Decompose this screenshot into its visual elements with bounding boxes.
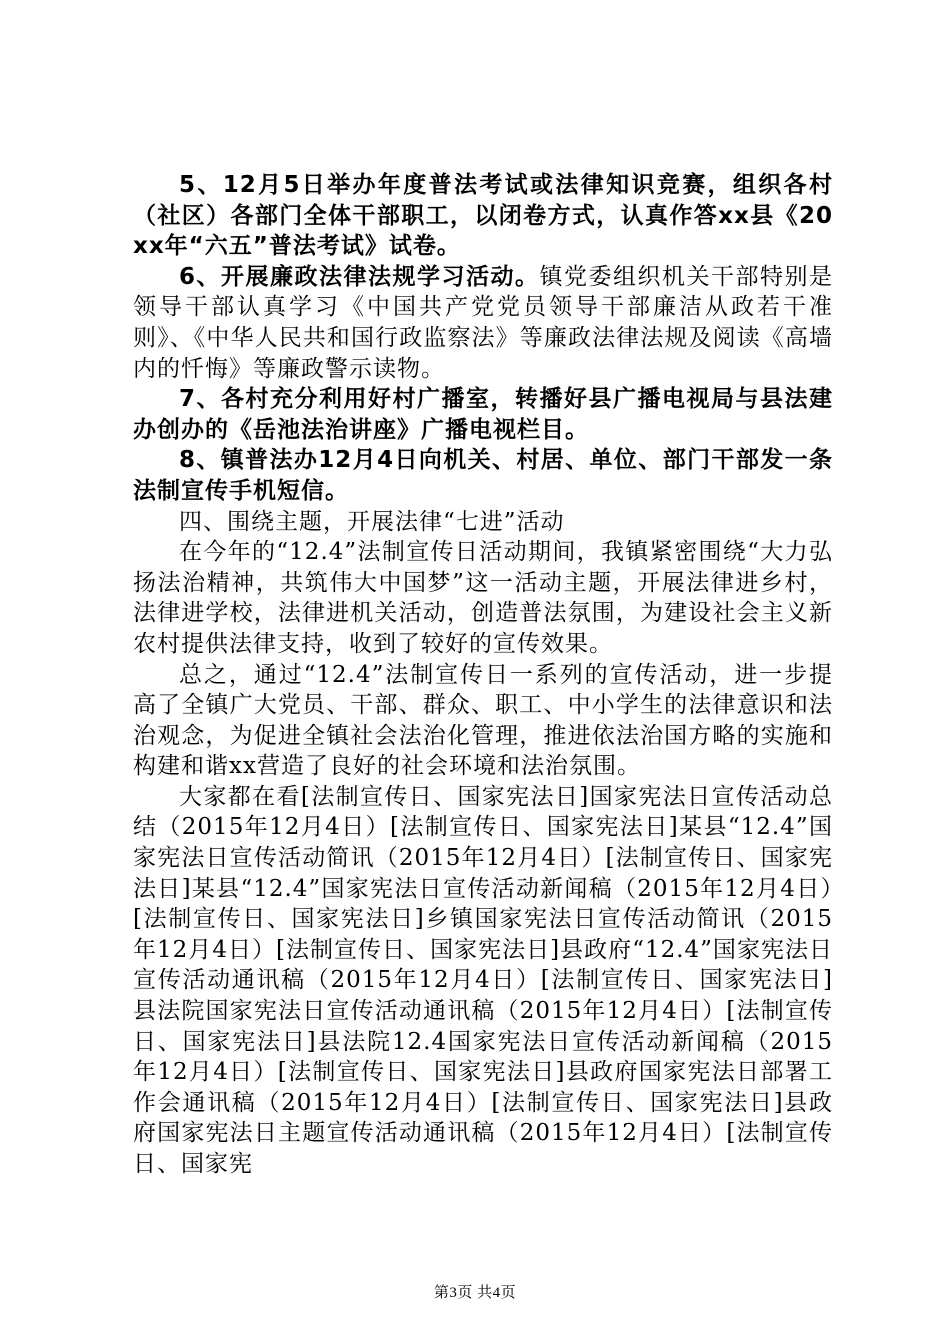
paragraph-related-articles: 大家都在看[法制宣传日、国家宪法日]国家宪法日宣传活动总结（2015年12月4日）[法制宣传日、国家宪法日]某县“12.4”国家宪法日宣传活动简讯（2015年12月4日）[法制宣传日、国家宪法日]某县“12.4”国家宪法日宣传活动新闻稿（2015年12月4日）[法制宣传日、国家宪法日]乡镇国家宪法日宣传活动简讯（2015年12月4日）[法制宣传日、国家宪法日]县政府“12.4”国家宪法日宣传活动通讯稿（2015年12月4日）[法制宣传日、国家宪法日]县法院国家宪法日宣传活动通讯稿（2015年12月4日）[法制宣传日、国家宪法日]县法院12.4国家宪法日宣传活动新闻稿（2015年12月4日）[法制宣传日、国家宪法日]县政府国家宪法日部署工作会通讯稿（2015年12月4日）[法制宣传日、国家宪法日]县政府国家宪法日主题宣传活动通讯稿（2015年12月4日）[法制宣传日、国家宪 [133,783,833,1177]
page-number-footer: 第3页 共4页 [433,1285,517,1301]
paragraph-item-6-heading: 6、开展廉政法律法规学习活动。 [179,263,540,290]
paragraph-item-7: 7、各村充分利用好村广播室，转播好县广播电视局与县法建办创办的《岳池法治讲座》广播电视栏目。 [133,386,833,443]
paragraph-activities: 在今年的“12.4”法制宣传日活动期间，我镇紧密围绕“大力弘扬法治精神，共筑伟大中国梦”这一活动主题，开展法律进乡村，法律进学校，法律进机关活动，创造普法氛围，为建设社会主义新农村提供法律支持，收到了较好的宣传效果。 [133,539,833,657]
paragraph-item-6-body: 镇党委组织机关干部特别是领导干部认真学习《中国共产党党员领导干部廉洁从政若干准则》、《中华人民共和国行政监察法》等廉政法律法规及阅读《高墙内的忏悔》等廉政警示读物。 [133,263,833,382]
paragraph-conclusion: 总之，通过“12.4”法制宣传日一系列的宣传活动，进一步提高了全镇广大党员、干部、群众、职工、中小学生的法律意识和法治观念，为促进全镇社会法治化管理，推进依法治国方略的实施和构建和谐xx营造了良好的社会环境和法治氛围。 [133,661,833,780]
paragraph-item-6 [133,262,833,384]
paragraph-item-8: 8、镇普法办12月4日向机关、村居、单位、部门干部发一条法制宣传手机短信。 [133,447,833,504]
document-body [133,170,833,1180]
section-heading-4: 四、围绕主题，开展法律“七进”活动 [179,508,565,535]
paragraph-item-5: 5、12月5日举办年度普法考试或法律知识竞赛，组织各村（社区）各部门全体干部职工，以闭卷方式，认真作答xx县《20xx年“六五”普法考试》试卷。 [133,172,833,260]
